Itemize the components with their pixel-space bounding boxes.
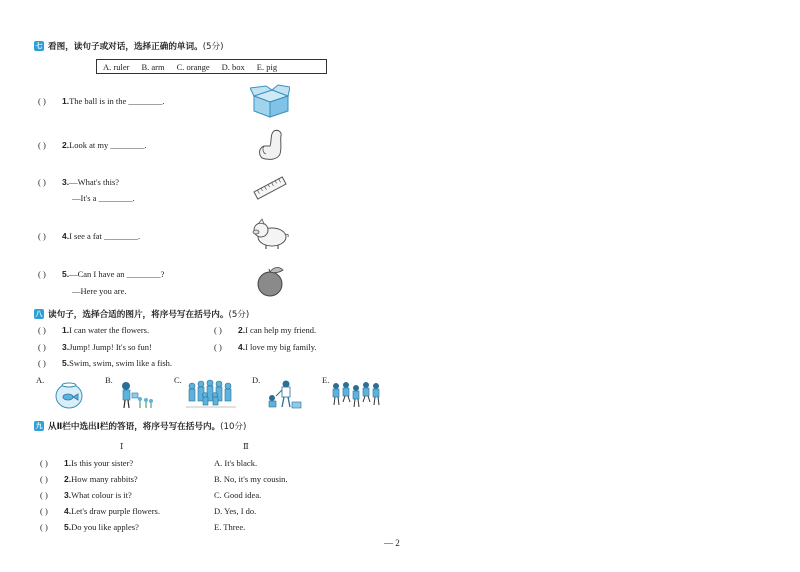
match-answer-b: B. No, it's my cousin. xyxy=(214,474,288,484)
item-text: I can help my friend. xyxy=(245,325,317,335)
picture-label-c: C. xyxy=(174,375,182,385)
answer-blank[interactable]: ( ) xyxy=(38,96,46,106)
question-number: 5. xyxy=(64,522,72,532)
answer-blank[interactable]: ( ) xyxy=(40,506,48,516)
page-number: — 2 xyxy=(384,538,400,548)
picture-label-b: B. xyxy=(105,375,113,385)
helping-friend-icon xyxy=(264,380,304,412)
question-number: 3. xyxy=(62,177,70,187)
question-text: —Can I have an ________? xyxy=(69,269,165,279)
question-text: —What's this? xyxy=(69,177,120,187)
question-text: Do you like apples? xyxy=(71,522,139,532)
fish-bowl-icon xyxy=(54,378,84,410)
option-d: D. box xyxy=(221,61,245,72)
question-text: Let's draw purple flowers. xyxy=(71,506,160,516)
answer-blank[interactable]: ( ) xyxy=(38,140,46,150)
item-number: 1. xyxy=(62,325,70,335)
option-a: A. ruler xyxy=(103,61,130,72)
item-text: Swim, swim, swim like a fish. xyxy=(69,358,173,368)
question-number: 2. xyxy=(62,140,70,150)
orange-icon xyxy=(253,264,289,298)
box-icon xyxy=(250,84,290,118)
option-b: B. arm xyxy=(141,61,165,72)
match-question-5 xyxy=(40,522,139,532)
question-5 xyxy=(38,269,164,279)
item-number: 2. xyxy=(238,325,246,335)
answer-blank[interactable]: ( ) xyxy=(40,458,48,468)
question-number: 4. xyxy=(62,231,70,241)
question-number: 1. xyxy=(64,458,72,468)
match-question-2 xyxy=(40,474,138,484)
match-question-4 xyxy=(40,506,160,516)
section-7-header xyxy=(34,40,223,52)
question-text: I see a fat ________. xyxy=(69,231,141,241)
match-answer-a: A. It's black. xyxy=(214,458,258,468)
section-8-score: (5分) xyxy=(228,310,250,320)
item-text: I can water the flowers. xyxy=(69,325,150,335)
match-answer-c: C. Good idea. xyxy=(214,490,262,500)
word-options-box xyxy=(96,59,327,74)
section-9-badge: 九 xyxy=(35,422,43,430)
match-answer-e: E. Three. xyxy=(214,522,246,532)
match-item-3 xyxy=(38,342,152,352)
item-text: I love my big family. xyxy=(245,342,317,352)
answer-blank[interactable]: ( ) xyxy=(40,522,48,532)
answer-blank[interactable]: ( ) xyxy=(40,474,48,484)
item-text: Jump! Jump! It's so fun! xyxy=(69,342,152,352)
option-c: C. orange xyxy=(176,61,210,72)
question-number: 4. xyxy=(64,506,72,516)
match-item-2 xyxy=(214,325,316,335)
question-4 xyxy=(38,231,140,241)
item-number: 5. xyxy=(62,358,70,368)
section-9-score: (10分) xyxy=(220,422,247,432)
match-item-5 xyxy=(38,358,172,368)
match-question-3 xyxy=(40,490,132,500)
answer-blank[interactable]: ( ) xyxy=(38,269,46,279)
match-item-1 xyxy=(38,325,149,335)
picture-label-d: D. xyxy=(252,375,261,385)
answer-blank[interactable]: ( ) xyxy=(214,325,222,335)
question-3 xyxy=(38,177,119,187)
section-9-title: 从Ⅱ栏中选出Ⅰ栏的答语，将序号写在括号内。 xyxy=(48,422,221,432)
question-2 xyxy=(38,140,147,150)
column-2-heading: Ⅱ xyxy=(243,441,249,451)
section-7-badge: 七 xyxy=(35,42,43,50)
ruler-icon xyxy=(252,176,288,200)
question-1 xyxy=(38,96,164,106)
pig-icon xyxy=(250,218,290,250)
section-8-badge: 八 xyxy=(35,310,43,318)
answer-blank[interactable]: ( ) xyxy=(38,342,46,352)
arm-icon xyxy=(256,128,288,162)
jumping-kids-icon xyxy=(332,380,382,410)
big-family-icon xyxy=(186,378,236,410)
section-7-score: (5分) xyxy=(202,42,224,52)
option-e: E. pig xyxy=(256,61,278,72)
item-number: 4. xyxy=(238,342,246,352)
section-9-header xyxy=(34,420,246,432)
match-item-4 xyxy=(214,342,317,352)
column-1-heading: Ⅰ xyxy=(120,441,124,451)
answer-blank[interactable]: ( ) xyxy=(40,490,48,500)
question-number: 5. xyxy=(62,269,70,279)
answer-blank[interactable]: ( ) xyxy=(38,231,46,241)
question-5-line-2: —Here you are. xyxy=(72,286,127,296)
question-number: 3. xyxy=(64,490,72,500)
section-8-title: 读句子，选择合适的图片，将序号写在括号内。 xyxy=(48,310,229,320)
question-text: Is this your sister? xyxy=(71,458,134,468)
question-number: 2. xyxy=(64,474,72,484)
question-3-line-2: —It's a ________. xyxy=(72,193,135,203)
picture-label-a: A. xyxy=(36,375,45,385)
question-text: How many rabbits? xyxy=(71,474,138,484)
picture-label-e: E. xyxy=(322,375,330,385)
section-7-title: 看图，读句子或对话，选择正确的单词。 xyxy=(48,42,203,52)
question-text: What colour is it? xyxy=(71,490,132,500)
item-number: 3. xyxy=(62,342,70,352)
answer-blank[interactable]: ( ) xyxy=(38,177,46,187)
section-8-header xyxy=(34,308,249,320)
match-question-1 xyxy=(40,458,133,468)
answer-blank[interactable]: ( ) xyxy=(38,325,46,335)
match-answer-d: D. Yes, I do. xyxy=(214,506,257,516)
question-text: Look at my ________. xyxy=(69,140,147,150)
question-text: The ball is in the ________. xyxy=(69,96,165,106)
answer-blank[interactable]: ( ) xyxy=(38,358,46,368)
question-number: 1. xyxy=(62,96,70,106)
watering-flowers-icon xyxy=(118,380,154,410)
answer-blank[interactable]: ( ) xyxy=(214,342,222,352)
